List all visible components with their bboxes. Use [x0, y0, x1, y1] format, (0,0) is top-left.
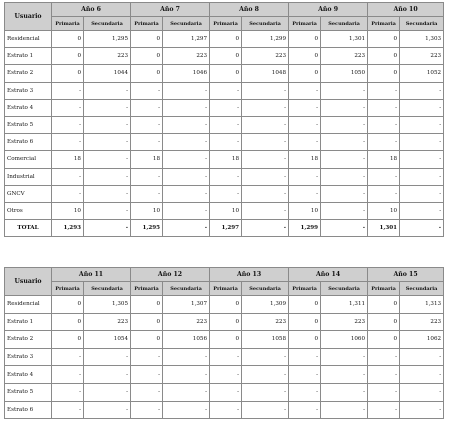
cell-primaria: -	[368, 185, 400, 202]
cell-secundaria: -	[163, 348, 210, 366]
cell-primaria: 0	[52, 65, 84, 82]
cell-secundaria: 1,305	[84, 296, 131, 314]
row-label: Estrato 3	[5, 348, 52, 366]
cell-primaria: -	[368, 134, 400, 151]
cell-secundaria: -	[84, 82, 131, 99]
cell-primaria: 10	[52, 202, 84, 219]
table-row	[5, 348, 444, 366]
cell-secundaria: -	[242, 366, 289, 384]
cell-secundaria: 1,295	[84, 31, 131, 48]
cell-secundaria: -	[400, 116, 444, 133]
cell-primaria: 10	[289, 202, 321, 219]
header-primaria: Primaria	[210, 17, 242, 31]
table-row	[5, 366, 444, 384]
cell-secundaria: 223	[84, 48, 131, 65]
cell-primaria: -	[131, 348, 163, 366]
cell-primaria: -	[289, 185, 321, 202]
header-primaria: Primaria	[52, 17, 84, 31]
cell-secundaria: -	[242, 168, 289, 185]
cell-primaria: 10	[131, 202, 163, 219]
cell-primaria: -	[52, 348, 84, 366]
cell-secundaria: -	[321, 185, 368, 202]
cell-primaria: 0	[52, 296, 84, 314]
cell-primaria: -	[210, 366, 242, 384]
cell-secundaria: -	[400, 99, 444, 116]
cell-secundaria: -	[84, 99, 131, 116]
projection-table-years-11-15	[4, 267, 444, 419]
cell-secundaria: 223	[84, 313, 131, 331]
cell-primaria: -	[368, 366, 400, 384]
cell-secundaria: -	[321, 82, 368, 99]
cell-secundaria: -	[84, 134, 131, 151]
cell-primaria: -	[52, 383, 84, 401]
header-secundaria: Secundaria	[400, 17, 444, 31]
header-year: Año 9	[289, 3, 368, 17]
cell-secundaria: -	[400, 383, 444, 401]
cell-primaria: 0	[368, 296, 400, 314]
header-primaria: Primaria	[368, 282, 400, 296]
cell-primaria: 0	[210, 65, 242, 82]
cell-primaria: 0	[368, 31, 400, 48]
cell-primaria: 0	[52, 31, 84, 48]
cell-secundaria: 1044	[84, 65, 131, 82]
cell-secundaria: 223	[321, 313, 368, 331]
cell-primaria: -	[131, 134, 163, 151]
cell-primaria: -	[52, 134, 84, 151]
table-row	[5, 202, 444, 219]
cell-primaria: -	[368, 168, 400, 185]
cell-primaria: 0	[368, 331, 400, 349]
cell-secundaria: 223	[242, 313, 289, 331]
cell-secundaria: -	[321, 168, 368, 185]
cell-primaria: 1,301	[368, 220, 400, 237]
cell-primaria: -	[131, 116, 163, 133]
cell-primaria: -	[131, 401, 163, 419]
row-label: Estrato 4	[5, 366, 52, 384]
cell-primaria: -	[131, 168, 163, 185]
cell-secundaria: -	[163, 82, 210, 99]
cell-primaria: 0	[210, 313, 242, 331]
header-secundaria: Secundaria	[321, 17, 368, 31]
cell-primaria: 0	[131, 31, 163, 48]
cell-secundaria: 223	[163, 313, 210, 331]
table-row	[5, 99, 444, 116]
cell-primaria: -	[289, 116, 321, 133]
header-primaria: Primaria	[289, 17, 321, 31]
row-label: Estrato 5	[5, 383, 52, 401]
cell-secundaria: 1,297	[163, 31, 210, 48]
cell-primaria: 18	[131, 151, 163, 168]
cell-primaria: 0	[52, 331, 84, 349]
cell-primaria: 0	[368, 313, 400, 331]
row-label: Estrato 4	[5, 99, 52, 116]
cell-secundaria: 1,311	[321, 296, 368, 314]
cell-secundaria: 1,301	[321, 31, 368, 48]
cell-primaria: -	[368, 383, 400, 401]
cell-primaria: -	[368, 348, 400, 366]
cell-primaria: -	[52, 82, 84, 99]
table-body	[5, 296, 444, 419]
cell-secundaria: -	[321, 202, 368, 219]
cell-secundaria: -	[163, 168, 210, 185]
cell-primaria: -	[368, 82, 400, 99]
cell-primaria: -	[131, 185, 163, 202]
cell-primaria: -	[368, 99, 400, 116]
header-year: Año 10	[368, 3, 444, 17]
header-secundaria: Secundaria	[400, 282, 444, 296]
row-label: Residencial	[5, 31, 52, 48]
cell-primaria: -	[368, 401, 400, 419]
cell-primaria: 0	[131, 331, 163, 349]
header-year: Año 13	[210, 268, 289, 282]
cell-primaria: -	[289, 348, 321, 366]
cell-primaria: 0	[289, 313, 321, 331]
cell-secundaria: -	[84, 168, 131, 185]
total-row	[5, 220, 444, 237]
row-label: Estrato 6	[5, 401, 52, 419]
cell-secundaria: -	[321, 134, 368, 151]
cell-secundaria: -	[321, 151, 368, 168]
header-year: Año 8	[210, 3, 289, 17]
cell-primaria: -	[131, 99, 163, 116]
header-primaria: Primaria	[131, 282, 163, 296]
cell-primaria: 1,293	[52, 220, 84, 237]
cell-primaria: -	[52, 185, 84, 202]
cell-secundaria: -	[242, 116, 289, 133]
cell-secundaria: -	[400, 348, 444, 366]
cell-secundaria: -	[163, 401, 210, 419]
cell-secundaria: -	[242, 134, 289, 151]
cell-secundaria: -	[400, 366, 444, 384]
projection-table-years-6-10	[4, 2, 444, 237]
cell-primaria: 1,295	[131, 220, 163, 237]
row-label: Estrato 3	[5, 82, 52, 99]
cell-primaria: -	[368, 116, 400, 133]
cell-secundaria: 1050	[321, 65, 368, 82]
row-label: Estrato 2	[5, 65, 52, 82]
cell-primaria: -	[289, 99, 321, 116]
cell-primaria: -	[131, 383, 163, 401]
header-primaria: Primaria	[368, 17, 400, 31]
header-primaria: Primaria	[210, 282, 242, 296]
cell-secundaria: -	[400, 220, 444, 237]
cell-primaria: -	[52, 366, 84, 384]
header-secundaria: Secundaria	[84, 17, 131, 31]
cell-secundaria: 223	[163, 48, 210, 65]
cell-secundaria: -	[242, 220, 289, 237]
cell-primaria: -	[52, 116, 84, 133]
cell-primaria: 0	[131, 48, 163, 65]
cell-primaria: -	[210, 168, 242, 185]
cell-primaria: -	[210, 348, 242, 366]
cell-primaria: -	[210, 401, 242, 419]
cell-secundaria: 223	[400, 313, 444, 331]
cell-secundaria: 1058	[242, 331, 289, 349]
row-label: Estrato 1	[5, 313, 52, 331]
cell-secundaria: -	[242, 99, 289, 116]
table-row	[5, 185, 444, 202]
cell-primaria: -	[210, 185, 242, 202]
header-primaria: Primaria	[289, 282, 321, 296]
cell-primaria: -	[289, 168, 321, 185]
table-row	[5, 401, 444, 419]
row-label: Estrato 6	[5, 134, 52, 151]
table-row	[5, 151, 444, 168]
table-row	[5, 296, 444, 314]
header-secundaria: Secundaria	[163, 17, 210, 31]
cell-primaria: -	[289, 383, 321, 401]
header-primaria: Primaria	[131, 17, 163, 31]
cell-primaria: 0	[368, 48, 400, 65]
cell-primaria: -	[289, 82, 321, 99]
cell-secundaria: 223	[400, 48, 444, 65]
cell-primaria: 0	[52, 48, 84, 65]
header-year: Año 11	[52, 268, 131, 282]
cell-secundaria: 223	[321, 48, 368, 65]
cell-secundaria: -	[321, 116, 368, 133]
cell-secundaria: 1054	[84, 331, 131, 349]
table-row	[5, 331, 444, 349]
cell-secundaria: -	[400, 185, 444, 202]
cell-primaria: 18	[289, 151, 321, 168]
row-label: Estrato 1	[5, 48, 52, 65]
row-label: Residencial	[5, 296, 52, 314]
cell-secundaria: 1060	[321, 331, 368, 349]
cell-secundaria: 1,313	[400, 296, 444, 314]
header-year: Año 15	[368, 268, 444, 282]
cell-secundaria: -	[84, 220, 131, 237]
table-row	[5, 82, 444, 99]
cell-primaria: 0	[210, 296, 242, 314]
row-label: Estrato 5	[5, 116, 52, 133]
cell-secundaria: -	[84, 151, 131, 168]
table-row	[5, 31, 444, 48]
cell-primaria: 1,297	[210, 220, 242, 237]
cell-secundaria: -	[400, 202, 444, 219]
cell-primaria: 18	[210, 151, 242, 168]
table-row	[5, 313, 444, 331]
header-secundaria: Secundaria	[321, 282, 368, 296]
cell-secundaria: -	[84, 383, 131, 401]
cell-secundaria: 1,307	[163, 296, 210, 314]
cell-secundaria: -	[400, 401, 444, 419]
cell-primaria: -	[52, 401, 84, 419]
cell-secundaria: -	[84, 401, 131, 419]
cell-primaria: 0	[289, 65, 321, 82]
cell-primaria: 0	[131, 65, 163, 82]
cell-primaria: -	[289, 366, 321, 384]
cell-secundaria: -	[400, 151, 444, 168]
cell-primaria: 1,299	[289, 220, 321, 237]
cell-secundaria: -	[321, 383, 368, 401]
cell-primaria: 0	[131, 296, 163, 314]
cell-secundaria: -	[321, 99, 368, 116]
cell-primaria: 0	[210, 48, 242, 65]
cell-secundaria: -	[163, 134, 210, 151]
cell-secundaria: -	[163, 366, 210, 384]
cell-secundaria: -	[321, 401, 368, 419]
cell-secundaria: -	[321, 220, 368, 237]
cell-secundaria: 1048	[242, 65, 289, 82]
cell-secundaria: -	[84, 185, 131, 202]
cell-primaria: 0	[289, 48, 321, 65]
header-usuario: Usuario	[5, 3, 52, 31]
cell-primaria: 10	[368, 202, 400, 219]
header-secundaria: Secundaria	[84, 282, 131, 296]
cell-primaria: 0	[368, 65, 400, 82]
cell-secundaria: -	[242, 82, 289, 99]
cell-secundaria: -	[400, 82, 444, 99]
cell-primaria: -	[52, 168, 84, 185]
cell-secundaria: 1062	[400, 331, 444, 349]
row-label: Comercial	[5, 151, 52, 168]
table-row	[5, 116, 444, 133]
cell-secundaria: 223	[242, 48, 289, 65]
header-usuario: Usuario	[5, 268, 52, 296]
cell-primaria: -	[210, 134, 242, 151]
cell-secundaria: -	[163, 116, 210, 133]
cell-primaria: 0	[289, 331, 321, 349]
header-secundaria: Secundaria	[242, 17, 289, 31]
row-label: TOTAL	[5, 220, 52, 237]
cell-secundaria: -	[242, 383, 289, 401]
cell-secundaria: -	[242, 185, 289, 202]
cell-secundaria: 1052	[400, 65, 444, 82]
table-row	[5, 383, 444, 401]
cell-secundaria: -	[163, 151, 210, 168]
cell-primaria: 10	[210, 202, 242, 219]
table-row	[5, 168, 444, 185]
row-label: Otros	[5, 202, 52, 219]
cell-primaria: -	[131, 366, 163, 384]
cell-primaria: 0	[52, 313, 84, 331]
cell-secundaria: 1056	[163, 331, 210, 349]
cell-secundaria: -	[242, 401, 289, 419]
header-secundaria: Secundaria	[242, 282, 289, 296]
header-year: Año 7	[131, 3, 210, 17]
table-row	[5, 65, 444, 82]
cell-primaria: -	[210, 383, 242, 401]
header-year: Año 12	[131, 268, 210, 282]
row-label: GNCV	[5, 185, 52, 202]
row-label: Estrato 2	[5, 331, 52, 349]
cell-secundaria: -	[163, 185, 210, 202]
cell-secundaria: -	[163, 220, 210, 237]
cell-primaria: -	[289, 401, 321, 419]
table-row	[5, 134, 444, 151]
cell-primaria: 18	[52, 151, 84, 168]
table-body	[5, 31, 444, 237]
header-primaria: Primaria	[52, 282, 84, 296]
cell-secundaria: -	[242, 348, 289, 366]
cell-primaria: 18	[368, 151, 400, 168]
header-year: Año 6	[52, 3, 131, 17]
cell-primaria: 0	[289, 296, 321, 314]
cell-secundaria: -	[321, 348, 368, 366]
cell-secundaria: 1,303	[400, 31, 444, 48]
cell-primaria: 0	[131, 313, 163, 331]
cell-primaria: 0	[210, 331, 242, 349]
cell-secundaria: -	[400, 134, 444, 151]
cell-primaria: 0	[289, 31, 321, 48]
cell-secundaria: -	[242, 151, 289, 168]
cell-primaria: -	[52, 99, 84, 116]
cell-secundaria: -	[84, 202, 131, 219]
cell-secundaria: -	[321, 366, 368, 384]
cell-secundaria: -	[84, 366, 131, 384]
cell-primaria: -	[131, 82, 163, 99]
header-year: Año 14	[289, 268, 368, 282]
cell-secundaria: -	[163, 202, 210, 219]
table-row	[5, 48, 444, 65]
cell-secundaria: -	[163, 99, 210, 116]
row-label: Industrial	[5, 168, 52, 185]
cell-primaria: -	[210, 99, 242, 116]
cell-secundaria: -	[84, 348, 131, 366]
cell-primaria: -	[210, 116, 242, 133]
cell-primaria: -	[210, 82, 242, 99]
cell-primaria: 0	[210, 31, 242, 48]
header-secundaria: Secundaria	[163, 282, 210, 296]
cell-secundaria: -	[242, 202, 289, 219]
cell-secundaria: -	[84, 116, 131, 133]
cell-secundaria: 1,299	[242, 31, 289, 48]
cell-secundaria: 1,309	[242, 296, 289, 314]
cell-secundaria: -	[400, 168, 444, 185]
cell-secundaria: 1046	[163, 65, 210, 82]
cell-secundaria: -	[163, 383, 210, 401]
cell-primaria: -	[289, 134, 321, 151]
